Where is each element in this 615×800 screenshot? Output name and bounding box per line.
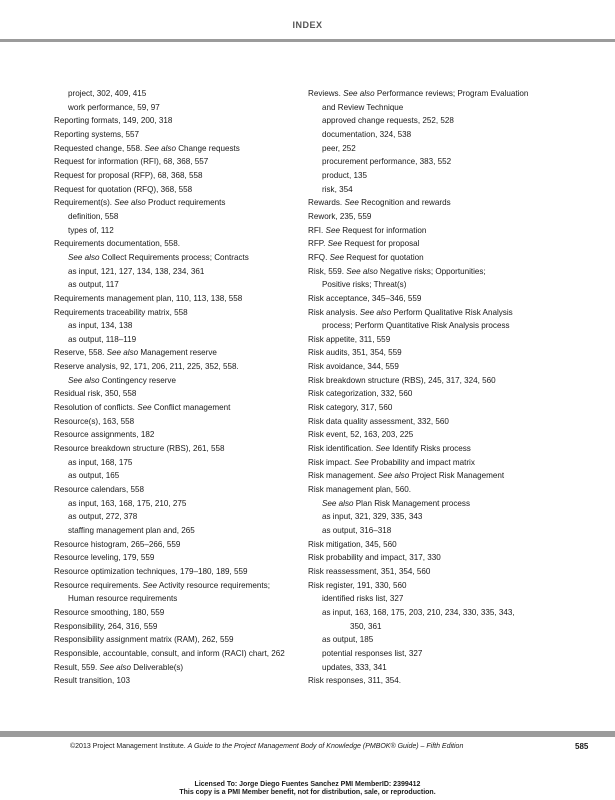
cross-reference-label: See — [327, 239, 343, 249]
cross-reference-label: See also — [106, 348, 139, 358]
index-entry — [308, 196, 548, 210]
index-entry-text: as output, 272, 378 — [68, 512, 138, 522]
index-entry — [54, 538, 304, 552]
index-entry-text: as output, 165 — [68, 471, 120, 481]
index-entry-text: Perform Qualitative Risk Analysis — [391, 307, 513, 317]
index-entry-text: Resource leveling, 179, 559 — [54, 553, 155, 563]
index-entry-text: Request for quotation — [344, 252, 424, 262]
index-entry — [308, 620, 548, 634]
index-entry-text: Project Risk Management — [409, 471, 505, 481]
index-entry-text: Resolution of conflicts. — [54, 403, 138, 413]
index-entry — [308, 661, 548, 675]
index-entry-text: RFP. — [308, 239, 328, 249]
index-entry — [308, 292, 548, 306]
index-entry — [308, 224, 548, 238]
index-entry-text: 350, 361 — [350, 621, 382, 631]
index-entry — [54, 374, 304, 388]
cross-reference-label: See also — [343, 89, 375, 98]
index-entry — [308, 456, 548, 470]
index-entry — [308, 647, 548, 661]
index-entry-text: Risk mitigation, 345, 560 — [308, 539, 397, 549]
index-entry-text: Deliverable(s) — [130, 662, 184, 672]
index-entry — [308, 346, 548, 360]
footer-divider — [0, 731, 615, 737]
index-entry-text: as input, 321, 329, 335, 343 — [322, 512, 423, 522]
index-entry-text: Reporting formats, 149, 200, 318 — [54, 116, 173, 126]
index-entry — [54, 442, 304, 456]
index-entry — [54, 292, 304, 306]
index-entry — [54, 469, 304, 483]
index-entry-text: Risk impact. — [308, 457, 355, 467]
cross-reference-label: See also — [377, 471, 410, 481]
index-entry — [54, 333, 304, 347]
index-entry-text: as output, 118–119 — [68, 334, 137, 344]
index-entry — [54, 306, 304, 320]
index-entry — [54, 210, 304, 224]
index-entry-text: Recognition and rewards — [358, 198, 451, 208]
index-entry-text: definition, 558 — [68, 211, 119, 221]
index-entry-text: Request for information — [339, 225, 427, 235]
cross-reference-label: See also — [359, 307, 392, 317]
cross-reference-label: See also — [322, 498, 354, 508]
index-entry — [308, 237, 548, 251]
index-entry-text: as output, 117 — [68, 280, 119, 290]
index-entry — [308, 155, 548, 169]
index-entry — [54, 319, 304, 333]
index-entry — [308, 278, 548, 292]
index-entry — [308, 606, 548, 620]
index-entry-text: Request for information (RFI), 68, 368, 557 — [54, 157, 209, 167]
cross-reference-label: See also — [68, 375, 100, 385]
index-entry-text: Change requests — [175, 143, 240, 153]
index-entry-text: Risk event, 52, 163, 203, 225 — [308, 430, 414, 440]
index-entry-text: Requirements documentation, 558. — [54, 239, 180, 249]
index-entry — [54, 483, 304, 497]
index-entry — [308, 183, 548, 197]
index-entry — [308, 265, 548, 279]
cross-reference-label: See — [344, 198, 359, 208]
index-entry-text: Risk breakdown structure (RBS), 245, 317, 324, 560 — [308, 375, 496, 385]
index-entry — [308, 415, 548, 429]
index-entry-text: Resource assignments, 182 — [54, 430, 155, 440]
index-entry — [54, 87, 304, 101]
index-entry-text: as input, 163, 168, 175, 210, 275 — [68, 498, 187, 508]
index-entry-text: Activity resource requirements; — [157, 580, 270, 590]
page-number: 585 — [575, 742, 589, 751]
index-entry — [308, 428, 548, 442]
index-entry — [308, 251, 548, 265]
index-entry-text: Resource smoothing, 180, 559 — [54, 607, 165, 617]
index-entry — [54, 237, 304, 251]
index-entry-text: updates, 333, 341 — [322, 662, 387, 672]
index-entry-text: Responsibility assignment matrix (RAM), 262, 559 — [54, 635, 234, 645]
index-entry — [308, 169, 548, 183]
cross-reference-label: See also — [346, 266, 378, 276]
index-entry-text: RFQ. — [308, 252, 330, 262]
index-entry-text: Reporting systems, 557 — [54, 129, 140, 139]
index-entry-text: Request for quotation (RFQ), 368, 558 — [54, 184, 193, 194]
index-entry-text: Conflict management — [151, 403, 231, 413]
index-entry-text: Resource histogram, 265–266, 559 — [54, 539, 181, 549]
index-entry — [308, 674, 548, 688]
index-entry-text: documentation, 324, 538 — [322, 129, 412, 139]
index-entry-text: as output, 185 — [322, 635, 374, 645]
index-entry-text: Responsible, accountable, consult, and inform (RACI) chart, 262 — [54, 648, 285, 658]
index-entry-text: peer, 252 — [322, 143, 356, 153]
index-entry — [308, 333, 548, 347]
index-entry — [54, 114, 304, 128]
index-entry — [54, 224, 304, 238]
index-entry — [308, 551, 548, 565]
index-entry-text: Rewards. — [308, 198, 345, 208]
index-entry-text: Responsibility, 264, 316, 559 — [54, 621, 158, 631]
index-entry — [54, 251, 304, 265]
index-entry — [54, 551, 304, 565]
index-entry-text: Collect Requirements process; Contracts — [99, 252, 249, 262]
index-entry-text: Identify Risks process — [389, 444, 471, 454]
index-entry-text: Plan Risk Management process — [353, 498, 471, 508]
index-entry-text: Risk category, 317, 560 — [308, 403, 393, 413]
index-entry — [54, 428, 304, 442]
index-entry — [308, 524, 548, 538]
index-entry-text: potential responses list, 327 — [322, 648, 423, 658]
index-entry-text: Requirements management plan, 110, 113, 138, 558 — [54, 293, 243, 303]
index-entry — [308, 114, 548, 128]
index-entry — [54, 278, 304, 292]
cross-reference-label: See — [354, 457, 369, 467]
index-entry-text: Negative risks; Opportunities; — [377, 266, 486, 276]
index-entry-text: Resource breakdown structure (RBS), 261, 558 — [54, 444, 225, 454]
index-entry-text: Resource optimization techniques, 179–180, 189, 559 — [54, 566, 248, 576]
index-entry — [54, 579, 304, 593]
index-entry-text: work performance, 59, 97 — [68, 102, 160, 112]
index-entry — [308, 360, 548, 374]
index-entry — [308, 128, 548, 142]
book-title: A Guide to the Project Management Body of Knowledge (PMBOK® Guide) – Fifth Edition — [187, 743, 464, 750]
index-entry — [54, 265, 304, 279]
index-entry-text: RFI. — [308, 225, 326, 235]
index-entry — [308, 565, 548, 579]
index-entry-text: Risk management plan, 560. — [308, 485, 412, 495]
index-entry — [54, 360, 304, 374]
index-entry-text: as input, 168, 175 — [68, 457, 133, 467]
index-entry — [54, 101, 304, 115]
index-entry-text: Resource calendars, 558 — [54, 485, 144, 495]
index-entry — [54, 510, 304, 524]
index-entry-text: Resource requirements. — [54, 580, 143, 590]
index-entry — [54, 387, 304, 401]
cross-reference-label: See — [137, 403, 152, 413]
index-entry — [308, 510, 548, 524]
index-entry — [308, 374, 548, 388]
cross-reference-label: See — [375, 444, 390, 454]
cross-reference-label: See also — [114, 198, 146, 208]
index-entry — [308, 633, 548, 647]
index-entry-text: Request for proposal (RFP), 68, 368, 558 — [54, 170, 203, 180]
index-entry-text: Result transition, 103 — [54, 676, 131, 686]
index-entry-text: Requested change, 558. — [54, 143, 145, 153]
index-entry-text: Risk responses, 311, 354. — [308, 676, 401, 686]
index-entry — [54, 183, 304, 197]
index-entry — [54, 196, 304, 210]
index-entry — [54, 592, 304, 606]
index-entry — [308, 579, 548, 593]
index-entry-text: Risk appetite, 311, 559 — [308, 334, 391, 344]
index-column-right — [308, 87, 548, 688]
index-entry-text: Risk identification. — [308, 444, 376, 454]
index-entry-text: Reserve analysis, 92, 171, 206, 211, 225, 352, 558. — [54, 362, 239, 372]
index-entry — [54, 128, 304, 142]
index-entry-text: Human resource requirements — [68, 594, 178, 604]
index-entry — [54, 415, 304, 429]
index-entry — [308, 306, 548, 320]
index-entry — [54, 456, 304, 470]
index-entry — [308, 101, 548, 115]
index-entry — [308, 442, 548, 456]
index-entry — [308, 387, 548, 401]
index-entry-text: Probability and impact matrix — [368, 457, 475, 467]
index-entry-text: Resource(s), 163, 558 — [54, 416, 135, 426]
index-entry-text: product, 135 — [322, 170, 367, 180]
index-entry — [54, 661, 304, 675]
license-line-2: This copy is a PMI Member benefit, not for distribution, sale, or reproduction. — [179, 789, 436, 796]
license-line-1: Licensed To: Jorge Diego Fuentes Sanchez PMI MemberID: 2399412 — [194, 781, 421, 788]
cross-reference-label: See — [329, 252, 344, 262]
index-entry — [308, 497, 548, 511]
index-entry-text: Risk avoidance, 344, 559 — [308, 362, 399, 372]
index-entry-text: process; Perform Quantitative Risk Analysis process — [322, 321, 510, 331]
index-entry-text: Risk management. — [308, 471, 378, 481]
index-entry-text: Risk reassessment, 351, 354, 560 — [308, 566, 431, 576]
index-entry-text: as input, 134, 138 — [68, 321, 133, 331]
index-entry-text: project, 302, 409, 415 — [68, 89, 147, 98]
index-entry — [308, 210, 548, 224]
index-entry-text: as output, 316–318 — [322, 526, 392, 535]
index-entry-text: Risk analysis. — [308, 307, 360, 317]
index-entry — [308, 319, 548, 333]
cross-reference-label: See also — [144, 143, 176, 153]
cross-reference-label: See also — [99, 662, 131, 672]
index-entry-text: Request for proposal — [342, 239, 420, 249]
index-entry-text: Risk data quality assessment, 332, 560 — [308, 416, 449, 426]
index-entry-text: procurement performance, 383, 552 — [322, 157, 452, 167]
index-entry — [54, 674, 304, 688]
index-entry — [54, 620, 304, 634]
index-entry-text: Risk register, 191, 330, 560 — [308, 580, 407, 590]
index-entry-text: Positive risks; Threat(s) — [322, 280, 407, 290]
index-entry-text: Result, 559. — [54, 662, 100, 672]
index-entry — [54, 647, 304, 661]
license-notice — [0, 781, 615, 797]
index-entry-text: and Review Technique — [322, 102, 404, 112]
index-entry — [308, 538, 548, 552]
cross-reference-label: See also — [68, 252, 100, 262]
index-entry — [54, 155, 304, 169]
index-entry-text: Risk probability and impact, 317, 330 — [308, 553, 441, 563]
cross-reference-label: See — [325, 225, 340, 235]
index-entry — [308, 469, 548, 483]
index-entry-text: approved change requests, 252, 528 — [322, 116, 454, 126]
index-entry-text: Rework, 235, 559 — [308, 211, 372, 221]
index-entry-text: as input, 163, 168, 175, 203, 210, 234, 330, 335, 343, — [322, 607, 515, 617]
index-entry-text: Risk acceptance, 345–346, 559 — [308, 293, 422, 303]
index-entry-text: Risk categorization, 332, 560 — [308, 389, 413, 399]
index-entry — [308, 483, 548, 497]
index-entry — [54, 524, 304, 538]
index-entry — [54, 633, 304, 647]
index-entry — [308, 401, 548, 415]
footer-copyright — [70, 743, 463, 750]
index-entry-text: Residual risk, 350, 558 — [54, 389, 137, 399]
index-column-left — [54, 87, 304, 688]
index-entry-text: staffing management plan and, 265 — [68, 526, 195, 535]
index-entry — [54, 346, 304, 360]
page-header-title: INDEX — [292, 20, 323, 30]
index-entry — [308, 87, 548, 101]
index-entry — [54, 169, 304, 183]
index-entry-text: identified risks list, 327 — [322, 594, 404, 604]
index-entry — [54, 142, 304, 156]
index-entry-text: Risk audits, 351, 354, 559 — [308, 348, 402, 358]
index-entry-text: types of, 112 — [68, 225, 114, 235]
index-entry-text: Reserve, 558. — [54, 348, 107, 358]
index-entry-text: Requirement(s). — [54, 198, 115, 208]
index-entry-text: Product requirements — [145, 198, 226, 208]
index-entry-text: risk, 354 — [322, 184, 353, 194]
index-entry-text: as input, 121, 127, 134, 138, 234, 361 — [68, 266, 205, 276]
index-entry — [308, 592, 548, 606]
index-entry — [54, 497, 304, 511]
index-entry-text: Management reserve — [138, 348, 217, 358]
copyright-text: ©2013 Project Management Institute. — [70, 743, 188, 750]
index-entry-text: Risk, 559. — [308, 266, 347, 276]
index-entry-text: Reviews. — [308, 89, 344, 98]
index-entry-text: Requirements traceability matrix, 558 — [54, 307, 188, 317]
header-divider — [0, 39, 615, 42]
index-entry-text: Performance reviews; Program Evaluation — [374, 89, 529, 98]
cross-reference-label: See — [142, 580, 158, 590]
index-entry — [54, 401, 304, 415]
index-entry-text: Contingency reserve — [99, 375, 176, 385]
index-entry — [308, 142, 548, 156]
index-entry — [54, 565, 304, 579]
index-entry — [54, 606, 304, 620]
